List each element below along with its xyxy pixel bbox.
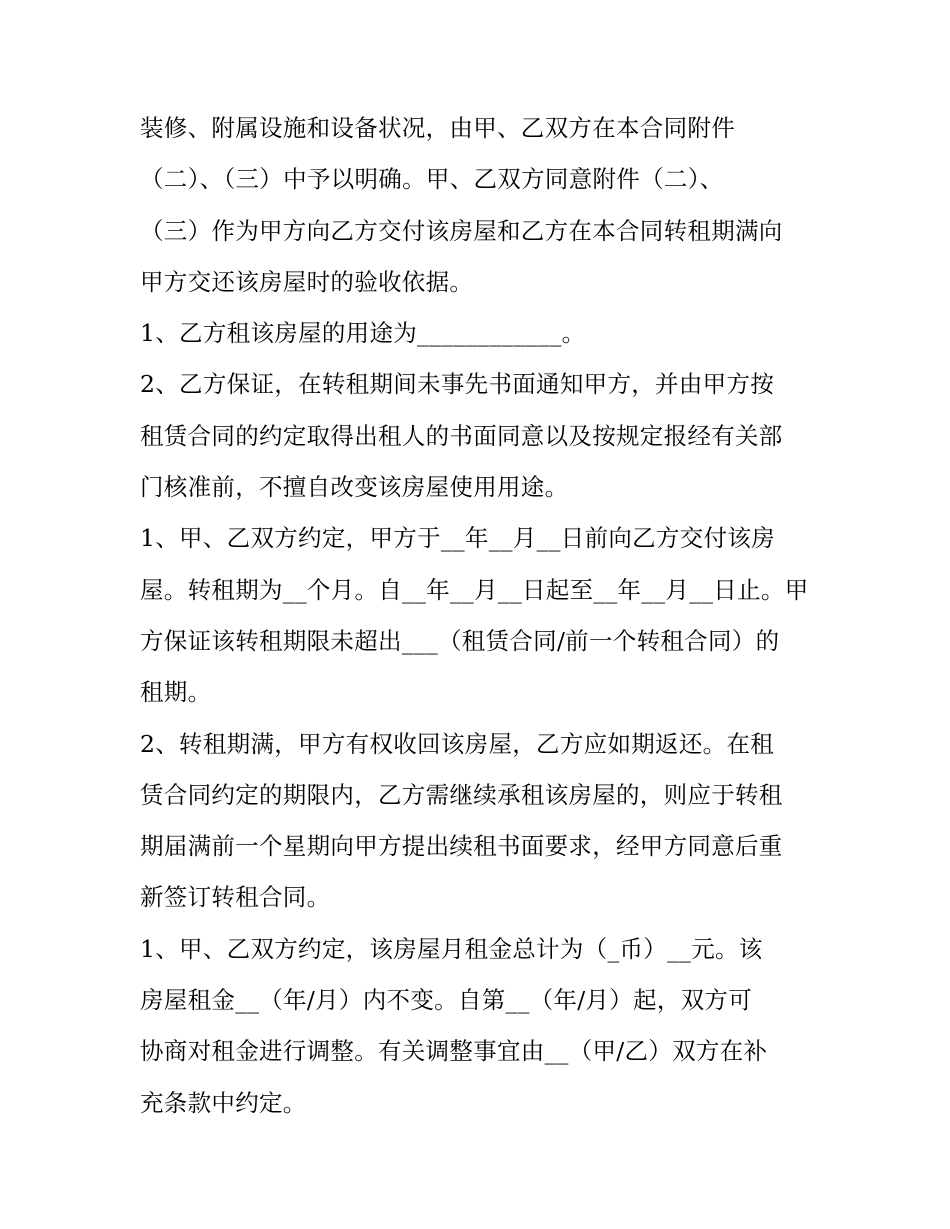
text-line-14: 赁合同约定的期限内，乙方需继续承租该房屋的，则应于转租 <box>140 780 783 809</box>
text-line-13: 2、转租期满，甲方有权收回该房屋，乙方应如期返还。在租 <box>140 729 775 758</box>
document-body <box>140 103 820 1129</box>
text-line-11: 方保证该转租期限未超出___（租赁合同/前一个转租合同）的 <box>140 626 780 655</box>
text-line-9: 1、甲、乙双方约定，甲方于__年__月__日前向乙方交付该房 <box>140 524 775 553</box>
text-line-19: 协商对租金进行调整。有关调整事宜由__（甲/乙）双方在补 <box>140 1037 768 1066</box>
text-line-15: 期届满前一个星期向甲方提出续租书面要求，经甲方同意后重 <box>140 832 783 861</box>
text-line-6: 2、乙方保证，在转租期间未事先书面通知甲方，并由甲方按 <box>140 370 775 399</box>
text-line-10: 屋。转租期为__个月。自__年__月__日起至__年__月__日止。甲 <box>140 575 809 604</box>
text-line-3: （三）作为甲方向乙方交付该房屋和乙方在本合同转租期满向 <box>140 216 783 245</box>
text-line-2: （二）、（三）中予以明确。甲、乙双方同意附件（二）、 <box>140 165 724 194</box>
text-line-8: 门核准前，不擅自改变该房屋使用用途。 <box>140 473 569 502</box>
text-line-1: 装修、附属设施和设备状况，由甲、乙双方在本合同附件 <box>140 114 735 142</box>
text-line-5: 1、乙方租该房屋的用途为____________。 <box>140 319 586 348</box>
text-line-20: 充条款中约定。 <box>140 1088 307 1117</box>
text-line-12: 租期。 <box>140 678 212 707</box>
text-line-7: 租赁合同的约定取得出租人的书面同意以及按规定报经有关部 <box>140 421 783 450</box>
text-line-17: 1、甲、乙双方约定，该房屋月租金总计为（_币）__元。该 <box>140 934 763 963</box>
text-line-18: 房屋租金__（年/月）内不变。自第__（年/月）起，双方可 <box>140 986 753 1015</box>
text-line-16: 新签订转租合同。 <box>140 883 331 912</box>
text-line-4: 甲方交还该房屋时的验收依据。 <box>140 267 474 296</box>
